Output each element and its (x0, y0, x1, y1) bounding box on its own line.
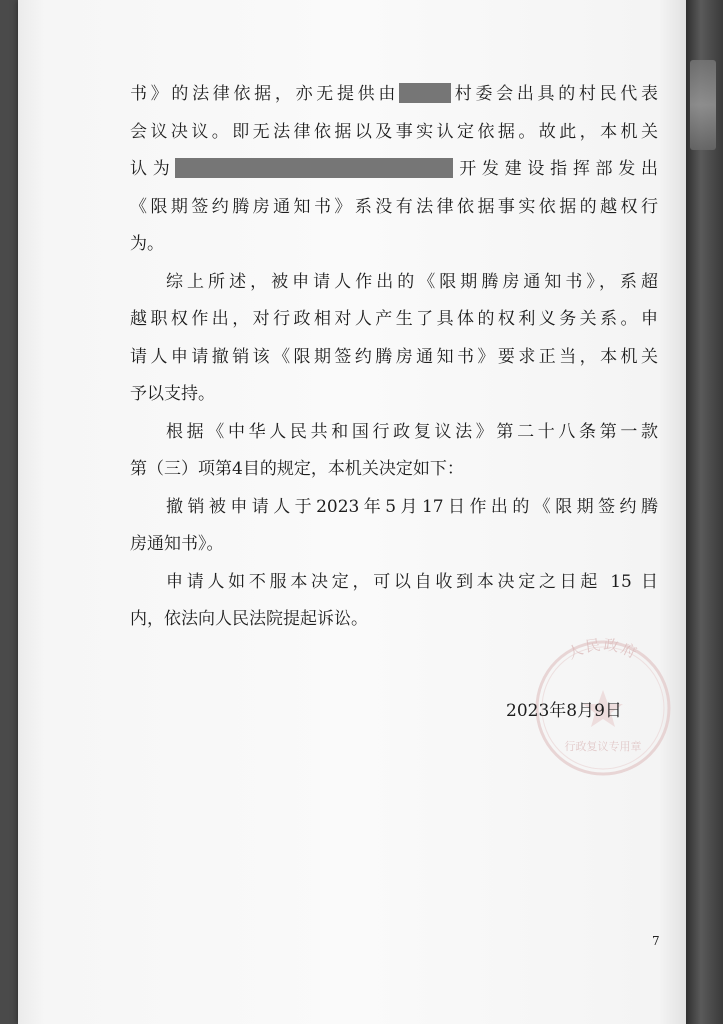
paragraph1-line1 (130, 76, 658, 114)
page-number: 7 (652, 934, 660, 948)
text-segment: 书》的法律依据，亦无提供由 (130, 84, 400, 104)
scan-edge (686, 0, 723, 1024)
paragraph1-line4: 《限期签约腾房通知书》系没有法律依据事实依据的越权行 (130, 196, 658, 217)
scan-edge-highlight (690, 60, 716, 150)
paragraph2-line4: 予以支持。 (130, 384, 215, 404)
paragraph2-line3: 请人申请撤销该《限期签约腾房通知书》要求正当，本机关 (130, 346, 658, 367)
paragraph1-line3 (130, 151, 658, 189)
paragraph3-line1: 根据《中华人民共和国行政复议法》第二十八条第一款 (166, 421, 658, 442)
text-segment: 认为 (130, 159, 176, 179)
text-segment: 村委会出具的村民代表 (451, 84, 659, 104)
document-body (130, 76, 658, 639)
paragraph5-line1: 申请人如不服本决定，可以自收到本决定之日起 15 日 (166, 571, 658, 592)
document-page (18, 0, 686, 1024)
paragraph4-line2: 房通知书》。 (130, 534, 224, 554)
decision-date: 2023年8月9日 (506, 701, 622, 721)
text-segment: 开发建设指挥部发出 (453, 159, 659, 179)
paragraph2-line2: 越职权作出，对行政相对人产生了具体的权利义务关系。申 (130, 309, 658, 329)
paragraph2-line1: 综上所述，被申请人作出的《限期腾房通知书》，系超 (166, 271, 658, 292)
paragraph3-line2: 第（三）项第4目的规定，本机关决定如下： (130, 459, 464, 479)
paragraph4-line1: 撤销被申请人于2023年5月17日作出的《限期签约腾 (166, 496, 658, 517)
seal-subtext: 行政复议专用章 (564, 740, 642, 753)
redaction-box (175, 158, 453, 178)
svg-text:人民政府 (565, 636, 642, 663)
paragraph1-line5: 为。 (130, 234, 164, 254)
paragraph1-line2: 会议决议。即无法律依据以及事实认定依据。故此，本机关 (130, 121, 658, 142)
seal-arc-text: 人民政府 (564, 635, 642, 663)
paragraph5-line2: 内，依法向人民法院提起诉讼。 (130, 609, 368, 629)
redaction-box (399, 83, 451, 103)
